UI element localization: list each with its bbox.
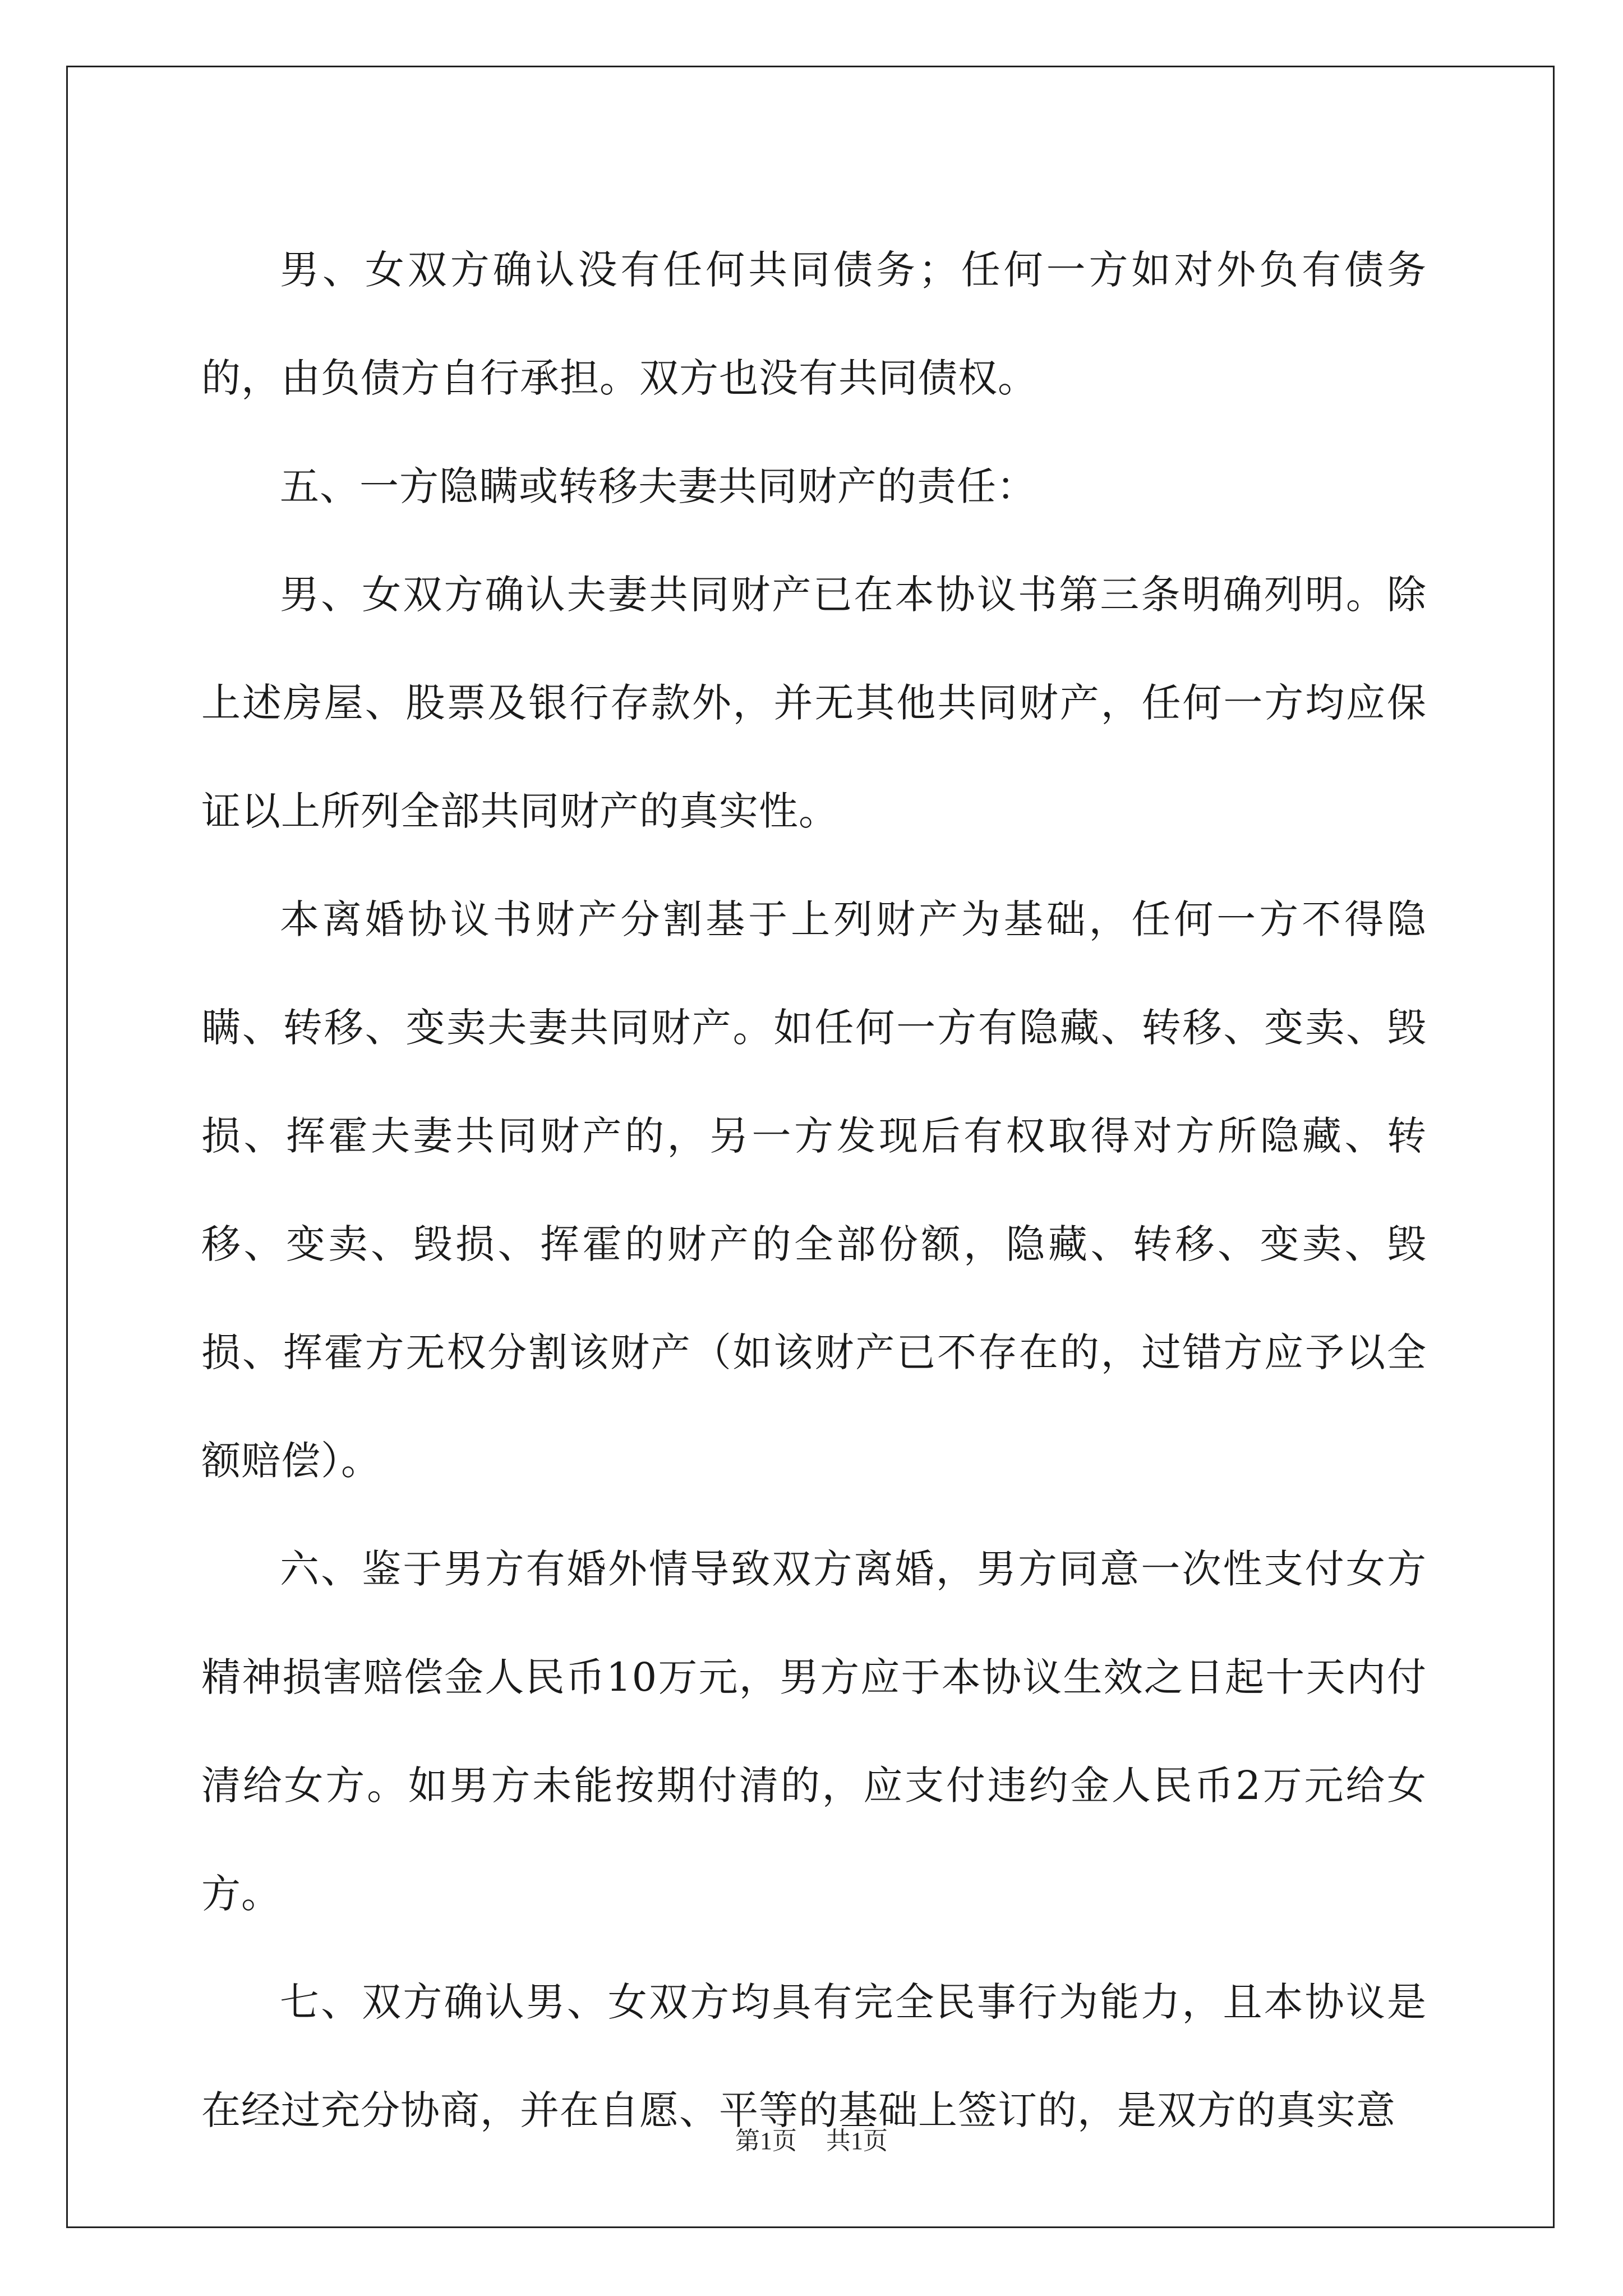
paragraph-debts: 男、女双方确认没有任何共同债务；任何一方如对外负有债务的，由负债方自行承担。双方也没有共同债权。: [201, 247, 1427, 401]
page-number-total: 共1页: [826, 2127, 888, 2155]
paragraph-property-concealment: 本离婚协议书财产分割基于上列财产为基础，任何一方不得隐瞒、转移、变卖夫妻共同财产。如任何一方有隐藏、转移、变卖、毁损、挥霍夫妻共同财产的，另一方发现后有权取得对方所隐藏、转移、变卖、毁损、挥霍的财产的全部份额，隐藏、转移、变卖、毁损、挥霍方无权分割该财产（如该财产已不存在的，过错方应予以全额赔偿）。: [201, 896, 1427, 1484]
page-footer: [0, 2120, 1623, 2156]
paragraph-property-listed: 男、女双方确认夫妻共同财产已在本协议书第三条明确列明。除上述房屋、股票及银行存款外，并无其他共同财产，任何一方均应保证以上所列全部共同财产的真实性。: [201, 572, 1427, 834]
paragraph-section-7-capacity: 七、双方确认男、女双方均具有完全民事行为能力，且本协议是在经过充分协商，并在自愿、平等的基础上签订的，是双方的真实意: [201, 1979, 1427, 2133]
paragraph-section-5-heading: 五、一方隐瞒或转移夫妻共同财产的责任：: [280, 463, 1036, 509]
page-number-current: 第1页: [735, 2127, 797, 2155]
paragraph-section-6-compensation: 六、鉴于男方有婚外情导致双方离婚，男方同意一次性支付女方精神损害赔偿金人民币10万元，男方应于本协议生效之日起十天内付清给女方。如男方未能按期付清的，应支付违约金人民币2万元给女方。: [201, 1546, 1427, 1917]
document-body: [201, 216, 1427, 2165]
